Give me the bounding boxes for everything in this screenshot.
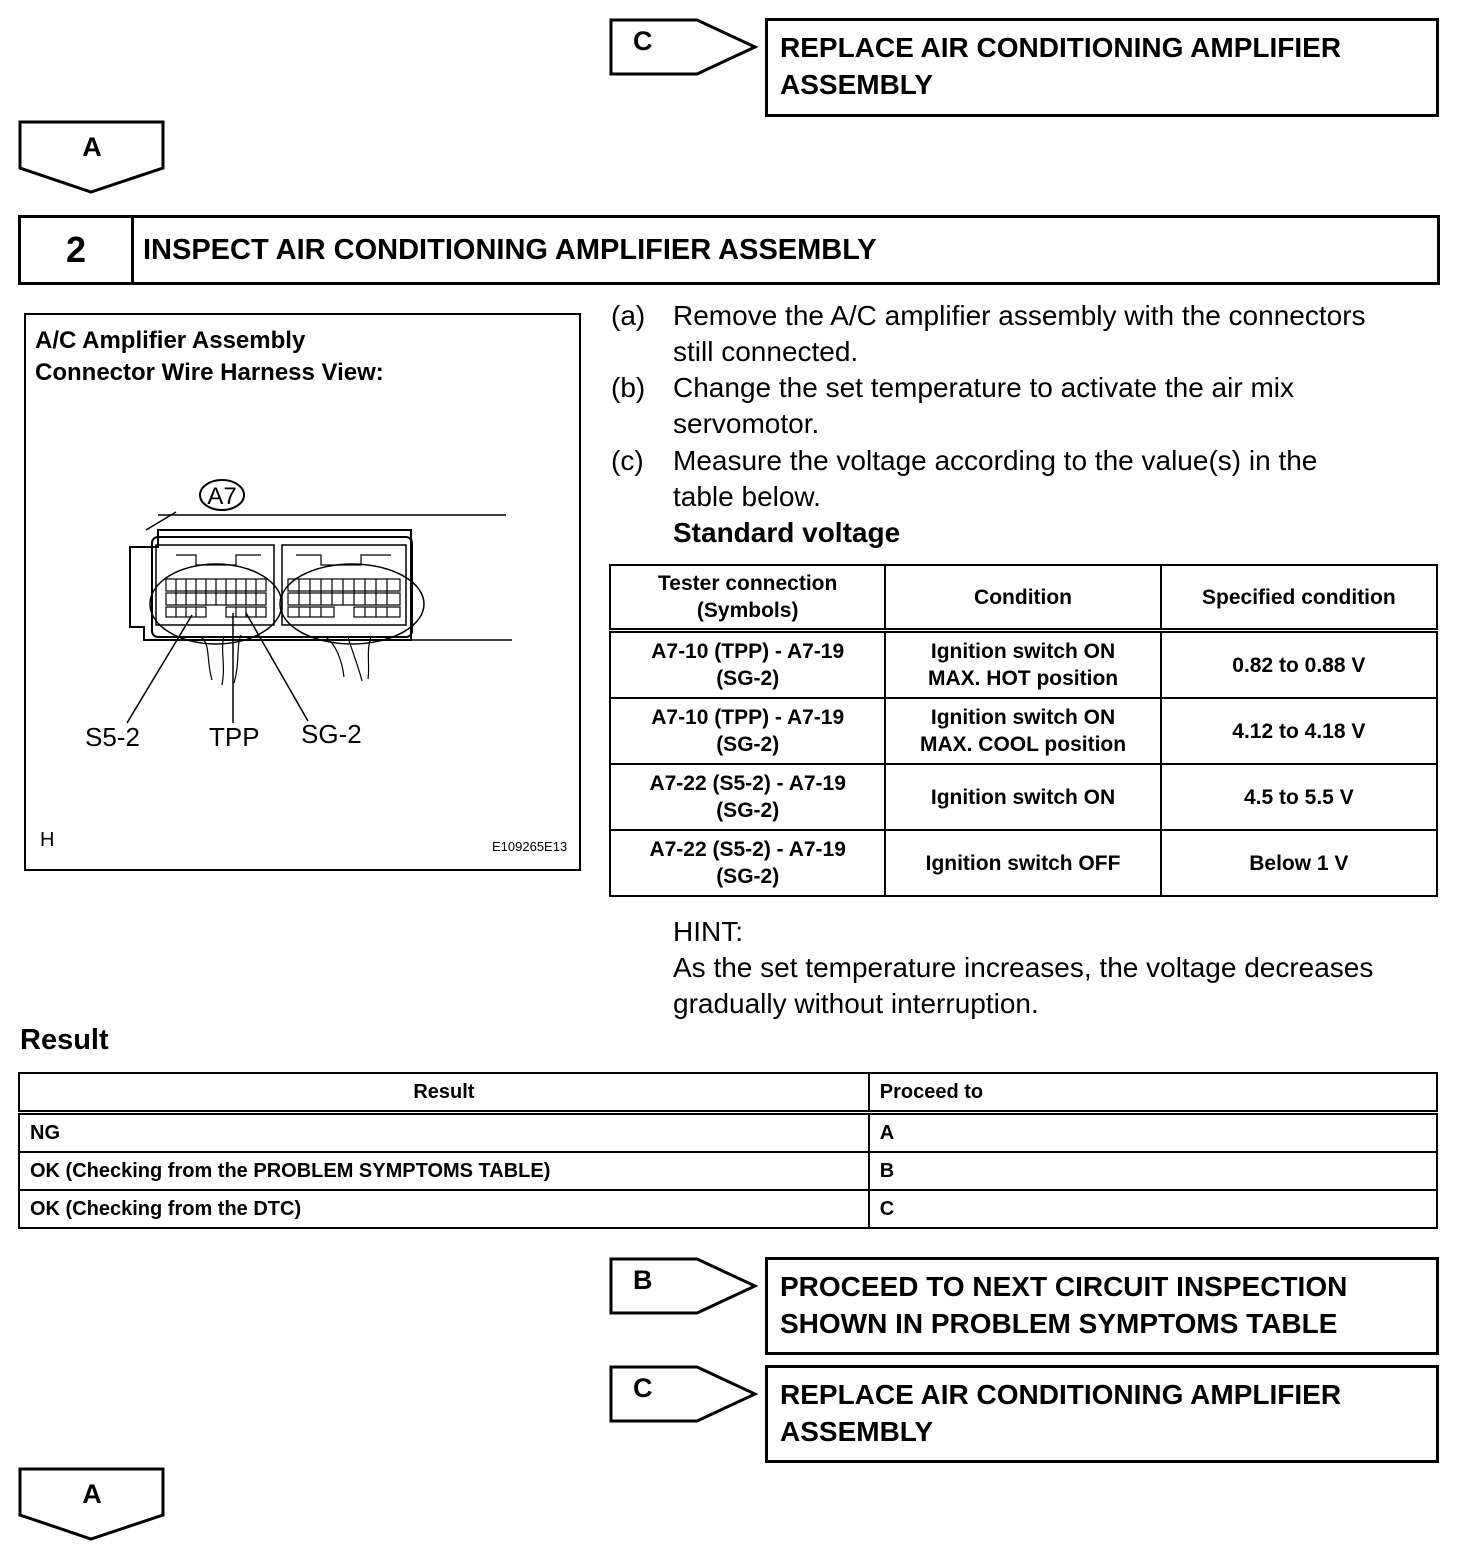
table-header-row [19, 1073, 1437, 1113]
instruction-line: servomotor. [673, 408, 820, 439]
instruction-letter: (b) [611, 372, 646, 403]
callout-s5-2: S5-2 [85, 722, 140, 752]
action-line: ASSEMBLY [780, 69, 934, 100]
standard-voltage-label: Standard voltage [673, 517, 901, 548]
cell-condition: Ignition switch ON [885, 764, 1160, 830]
cell-connection: A7-10 (TPP) - A7-19 (SG-2) [610, 631, 885, 699]
header-proceed-to: Proceed to [869, 1073, 1437, 1113]
cell-condition: Ignition switch ON MAX. COOL position [885, 698, 1160, 764]
step-number: 2 [21, 218, 134, 282]
branch-c-top-arrow [609, 18, 757, 76]
figure-corner-label: H [40, 829, 55, 851]
hint-line: As the set temperature increases, the voltage decreases [673, 952, 1374, 983]
header-line: Tester connection [658, 572, 838, 595]
instruction-letter: (a) [611, 300, 646, 331]
branch-a-top-arrow [18, 120, 166, 194]
cell-connection: A7-22 (S5-2) - A7-19 (SG-2) [610, 830, 885, 896]
branch-a-bottom-label: A [82, 1479, 102, 1509]
table-row [610, 764, 1437, 830]
instruction-line: Change the set temperature to activate the air mix [673, 372, 1294, 403]
step-title: INSPECT AIR CONDITIONING AMPLIFIER ASSEMBLY [143, 234, 877, 266]
action-line: REPLACE AIR CONDITIONING AMPLIFIER [780, 32, 1342, 63]
branch-a-bottom-arrow [18, 1467, 166, 1541]
cell-result: OK (Checking from the DTC) [19, 1190, 869, 1228]
action-line: REPLACE AIR CONDITIONING AMPLIFIER [780, 1379, 1342, 1410]
branch-c-top-label: C [633, 26, 653, 56]
table-row [19, 1113, 1437, 1153]
instruction-line: table below. [673, 481, 821, 512]
header-result: Result [19, 1073, 869, 1113]
cell-spec: 4.5 to 5.5 V [1161, 764, 1437, 830]
figure-title-line: A/C Amplifier Assembly [35, 327, 306, 354]
step-header [18, 215, 1440, 285]
branch-a-top-label: A [82, 132, 102, 162]
connector-id: A7 [207, 483, 237, 510]
table-row [19, 1152, 1437, 1190]
callout-sg-2: SG-2 [301, 719, 362, 749]
cell-spec: Below 1 V [1161, 830, 1437, 896]
header-line: (Symbols) [696, 599, 799, 622]
table-row [610, 698, 1437, 764]
result-table [18, 1072, 1438, 1229]
action-line: ASSEMBLY [780, 1416, 934, 1447]
result-heading: Result [20, 1024, 109, 1056]
cell-connection: A7-10 (TPP) - A7-19 (SG-2) [610, 698, 885, 764]
cell-connection: A7-22 (S5-2) - A7-19 (SG-2) [610, 764, 885, 830]
branch-c-label: C [633, 1373, 653, 1403]
action-line: PROCEED TO NEXT CIRCUIT INSPECTION [780, 1271, 1348, 1302]
voltage-table [609, 564, 1438, 897]
branch-b-action [765, 1257, 1439, 1355]
instruction-line: Measure the voltage according to the value(s) in the [673, 445, 1318, 476]
hint-block [673, 914, 1373, 1022]
table-row [19, 1190, 1437, 1228]
branch-c-arrow [609, 1365, 757, 1423]
cell-proceed: B [869, 1152, 1437, 1190]
branch-c-top-action [765, 18, 1439, 117]
cell-result: OK (Checking from the PROBLEM SYMPTOMS TABLE) [19, 1152, 869, 1190]
cell-condition: Ignition switch OFF [885, 830, 1160, 896]
table-row [610, 631, 1437, 699]
header-condition: Condition [885, 565, 1160, 631]
instruction-line: Remove the A/C amplifier assembly with the connectors [673, 300, 1366, 331]
instruction-letter: (c) [611, 445, 644, 476]
header-tester-connection [610, 565, 885, 631]
connector-figure [24, 313, 581, 871]
cell-spec: 4.12 to 4.18 V [1161, 698, 1437, 764]
figure-code: E109265E13 [492, 839, 568, 854]
figure-title-line: Connector Wire Harness View: [35, 359, 384, 386]
table-row [610, 830, 1437, 896]
header-specified-condition: Specified condition [1161, 565, 1437, 631]
cell-proceed: A [869, 1113, 1437, 1153]
hint-line: gradually without interruption. [673, 988, 1039, 1019]
cell-proceed: C [869, 1190, 1437, 1228]
table-header-row [610, 565, 1437, 631]
hint-label: HINT: [673, 916, 743, 947]
cell-spec: 0.82 to 0.88 V [1161, 631, 1437, 699]
branch-c-action [765, 1365, 1439, 1463]
branch-b-arrow [609, 1257, 757, 1315]
connector-diagram [26, 315, 579, 869]
cell-condition: Ignition switch ON MAX. HOT position [885, 631, 1160, 699]
branch-b-label: B [633, 1265, 653, 1295]
callout-tpp: TPP [209, 722, 260, 752]
cell-result: NG [19, 1113, 869, 1153]
instruction-line: still connected. [673, 336, 859, 367]
action-line: SHOWN IN PROBLEM SYMPTOMS TABLE [780, 1308, 1338, 1339]
